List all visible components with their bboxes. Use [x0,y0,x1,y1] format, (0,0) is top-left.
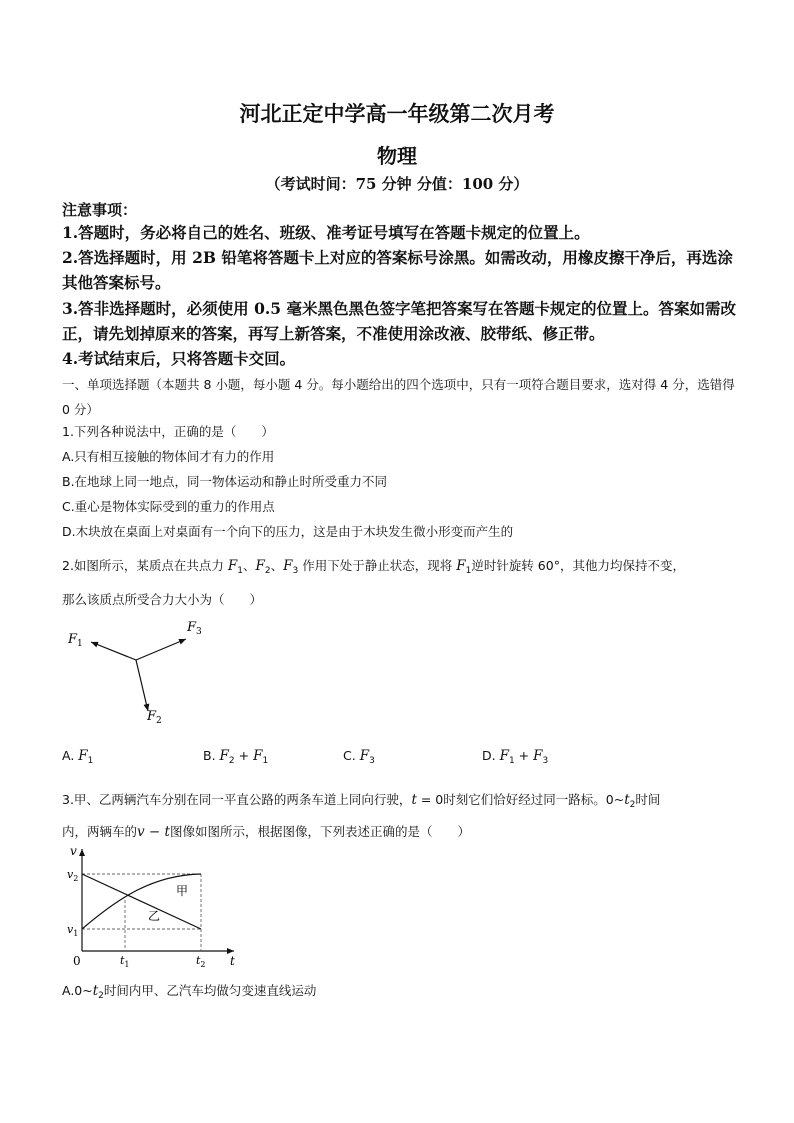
q2-force-diagram [62,615,222,730]
section-1-heading: 一、单项选择题（本题共 8 小题，每小题 4 分。每小题给出的四个选项中，只有一项符合题目要求，选对得 4 分，选错得 0 分） [62,377,735,417]
q1-option-d: D.木块放在桌面上对桌面有一个向下的压力，这是由于木块发生微小形变而产生的 [62,524,514,539]
q3-stem-line2: 内，两辆车的v − t图像如图所示，根据图像，下列表述正确的是（ ） [62,824,470,840]
notes-heading: 注意事项： [62,201,138,219]
v-axis-label: v [70,844,77,858]
q2-stem-line2: 那么该质点所受合力大小为（ ） [62,592,263,607]
q1-option-c: C.重心是物体实际受到的重力的作用点 [62,499,275,514]
t2-label: $t_2$ [196,954,206,968]
q2-option-c: C. $F_3$ [343,748,375,766]
v2-label: $v_2$ [67,868,79,883]
q1-option-a: A.只有相互接触的物体间才有力的作用 [62,449,275,464]
label-f3: $F_3$ [187,620,202,637]
v1-label: $v_1$ [67,923,79,938]
t-axis-label: t [230,954,235,968]
q2-option-b: B. $F_2 + F_1$ [203,748,269,766]
note-item-1: 1.答题时，务必将自己的姓名、班级、准考证号填写在答题卡规定的位置上。 [62,223,590,242]
q3-vt-graph [62,843,242,968]
t1-label: $t_1$ [120,954,130,968]
q2-option-d: D. $F_1 + F_3$ [482,748,549,766]
force-f3-arrow [136,639,186,660]
note-item-3: 3.答非选择题时，必须使用 0.5 毫米黑色黑色签字笔把答案写在答题卡规定的位置上。答案如需改正，请先划掉原来的答案，再写上新答案，不准使用涂改液、胶带纸、修正带。 [62,299,736,343]
yi-line [82,874,201,929]
note-item-4: 4.考试结束后，只将答题卡交回。 [62,349,296,368]
force-f1-arrow [91,642,136,660]
q2-option-a: A. $F_1$ [62,748,94,766]
q1-stem: 1.下列各种说法中，正确的是（ ） [62,424,274,439]
exam-title: 河北正定中学高一年级第二次月考 [239,101,555,126]
jia-label: 甲 [176,884,189,898]
exam-subject: 物理 [377,144,417,168]
force-f2-arrow [136,660,148,711]
origin-label: 0 [73,954,81,968]
label-f1: $F_1$ [68,632,83,649]
label-f2: $F_2$ [147,709,162,726]
note-item-2: 2.答选择题时，用 2B 铅笔将答题卡上对应的答案标号涂黑。如需改动，用橡皮擦干净后，再选涂其他答案标号。 [62,248,733,292]
q3-option-a: $A.0\sim t_2$时间内甲、乙汽车均做匀变速直线运动 [62,983,317,1001]
exam-info: （考试时间：75 分钟 分值：100 分） [265,175,529,193]
q3-stem: 3.甲、乙两辆汽车分别在同一平直公路的两条车道上同向行驶，t = 0时刻它们恰好经过同一路标。$0\sim t_2$时间 [62,792,661,810]
q1-option-b: B.在地球上同一地点，同一物体运动和静止时所受重力不同 [62,474,388,489]
yi-label: 乙 [148,909,161,923]
q2-stem: 2.如图所示，某质点在共点力 $F_1$、$F_2$、$F_3$ 作用下处于静止状态，现将 $F_1$逆时针旋转 60°，其他力均保持不变， [62,558,685,576]
